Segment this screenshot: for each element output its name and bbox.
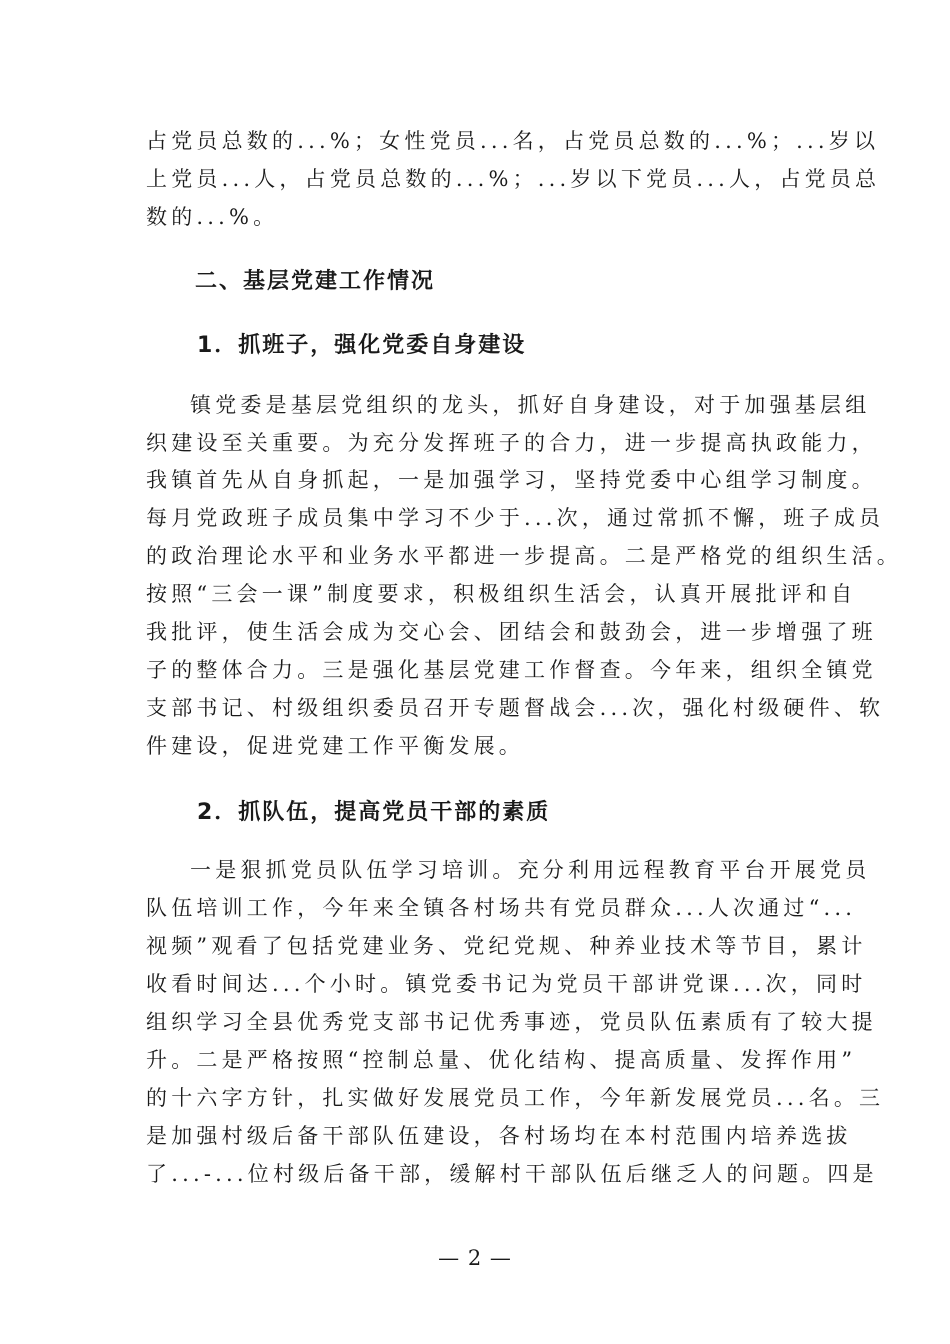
section-heading: 二、基层党建工作情况 (195, 269, 436, 294)
subsection-2-line: 的十六字方针，扎实做好发展党员工作，今年新发展党员...名。三 (146, 1086, 885, 1110)
subsection-2-line: 视频”观看了包括党建业务、党纪党规、种养业技术等节目，累计 (146, 934, 867, 958)
subsection-1-line: 我批评，使生活会成为交心会、团结会和鼓劲会，进一步增强了班 (146, 620, 877, 644)
subsection-1-line: 我镇首先从自身抓起，一是加强学习，坚持党委中心组学习制度。 (146, 468, 877, 492)
subsection-1-heading: 1．抓班子，强化党委自身建设 (197, 333, 527, 358)
subsection-2-line: 升。二是严格按照“控制总量、优化结构、提高质量、发挥作用” (146, 1048, 857, 1072)
subsection-1-line: 件建设，促进党建工作平衡发展。 (146, 734, 524, 758)
subsection-2-heading: 2．抓队伍，提高党员干部的素质 (197, 800, 551, 825)
subsection-1-line: 子的整体合力。三是强化基层党建工作督查。今年来，组织全镇党 (146, 658, 877, 682)
subsection-2-line: 队伍培训工作，今年来全镇各村场共有党员群众...人次通过“... (146, 896, 857, 920)
page-number: — 2 — (438, 1246, 512, 1270)
subsection-2-line: 一是狠抓党员队伍学习培训。充分利用远程教育平台开展党员 (190, 858, 871, 882)
subsection-2-line: 了...-...位村级后备干部，缓解村干部队伍后继乏人的问题。四是 (146, 1162, 878, 1186)
intro-line-3: 数的...%。 (146, 205, 279, 229)
intro-line-1: 占党员总数的...%；女性党员...名，占党员总数的...%；...岁以 (146, 129, 880, 153)
subsection-1-line: 织建设至关重要。为充分发挥班子的合力，进一步提高执政能力， (146, 431, 877, 455)
subsection-2-line: 组织学习全县优秀党支部书记优秀事迹，党员队伍素质有了较大提 (146, 1010, 877, 1034)
subsection-1-line: 镇党委是基层党组织的龙头，抓好自身建设，对于加强基层组 (190, 393, 871, 417)
subsection-1-line: 支部书记、村级组织委员召开专题督战会...次，强化村级硬件、软 (146, 696, 885, 720)
subsection-2-line: 是加强村级后备干部队伍建设，各村场均在本村范围内培养选拔 (146, 1124, 852, 1148)
subsection-1-line: 的政治理论水平和业务水平都进一步提高。二是严格党的组织生活。 (146, 544, 902, 568)
subsection-1-line: 按照“三会一课”制度要求，积极组织生活会，认真开展批评和自 (146, 582, 857, 606)
intro-line-2: 上党员...人，占党员总数的...%；...岁以下党员...人，占党员总 (146, 167, 881, 191)
subsection-1-line: 每月党政班子成员集中学习不少于...次，通过常抓不懈，班子成员 (146, 506, 885, 530)
subsection-2-line: 收看时间达...个小时。镇党委书记为党员干部讲党课...次，同时 (146, 972, 867, 996)
